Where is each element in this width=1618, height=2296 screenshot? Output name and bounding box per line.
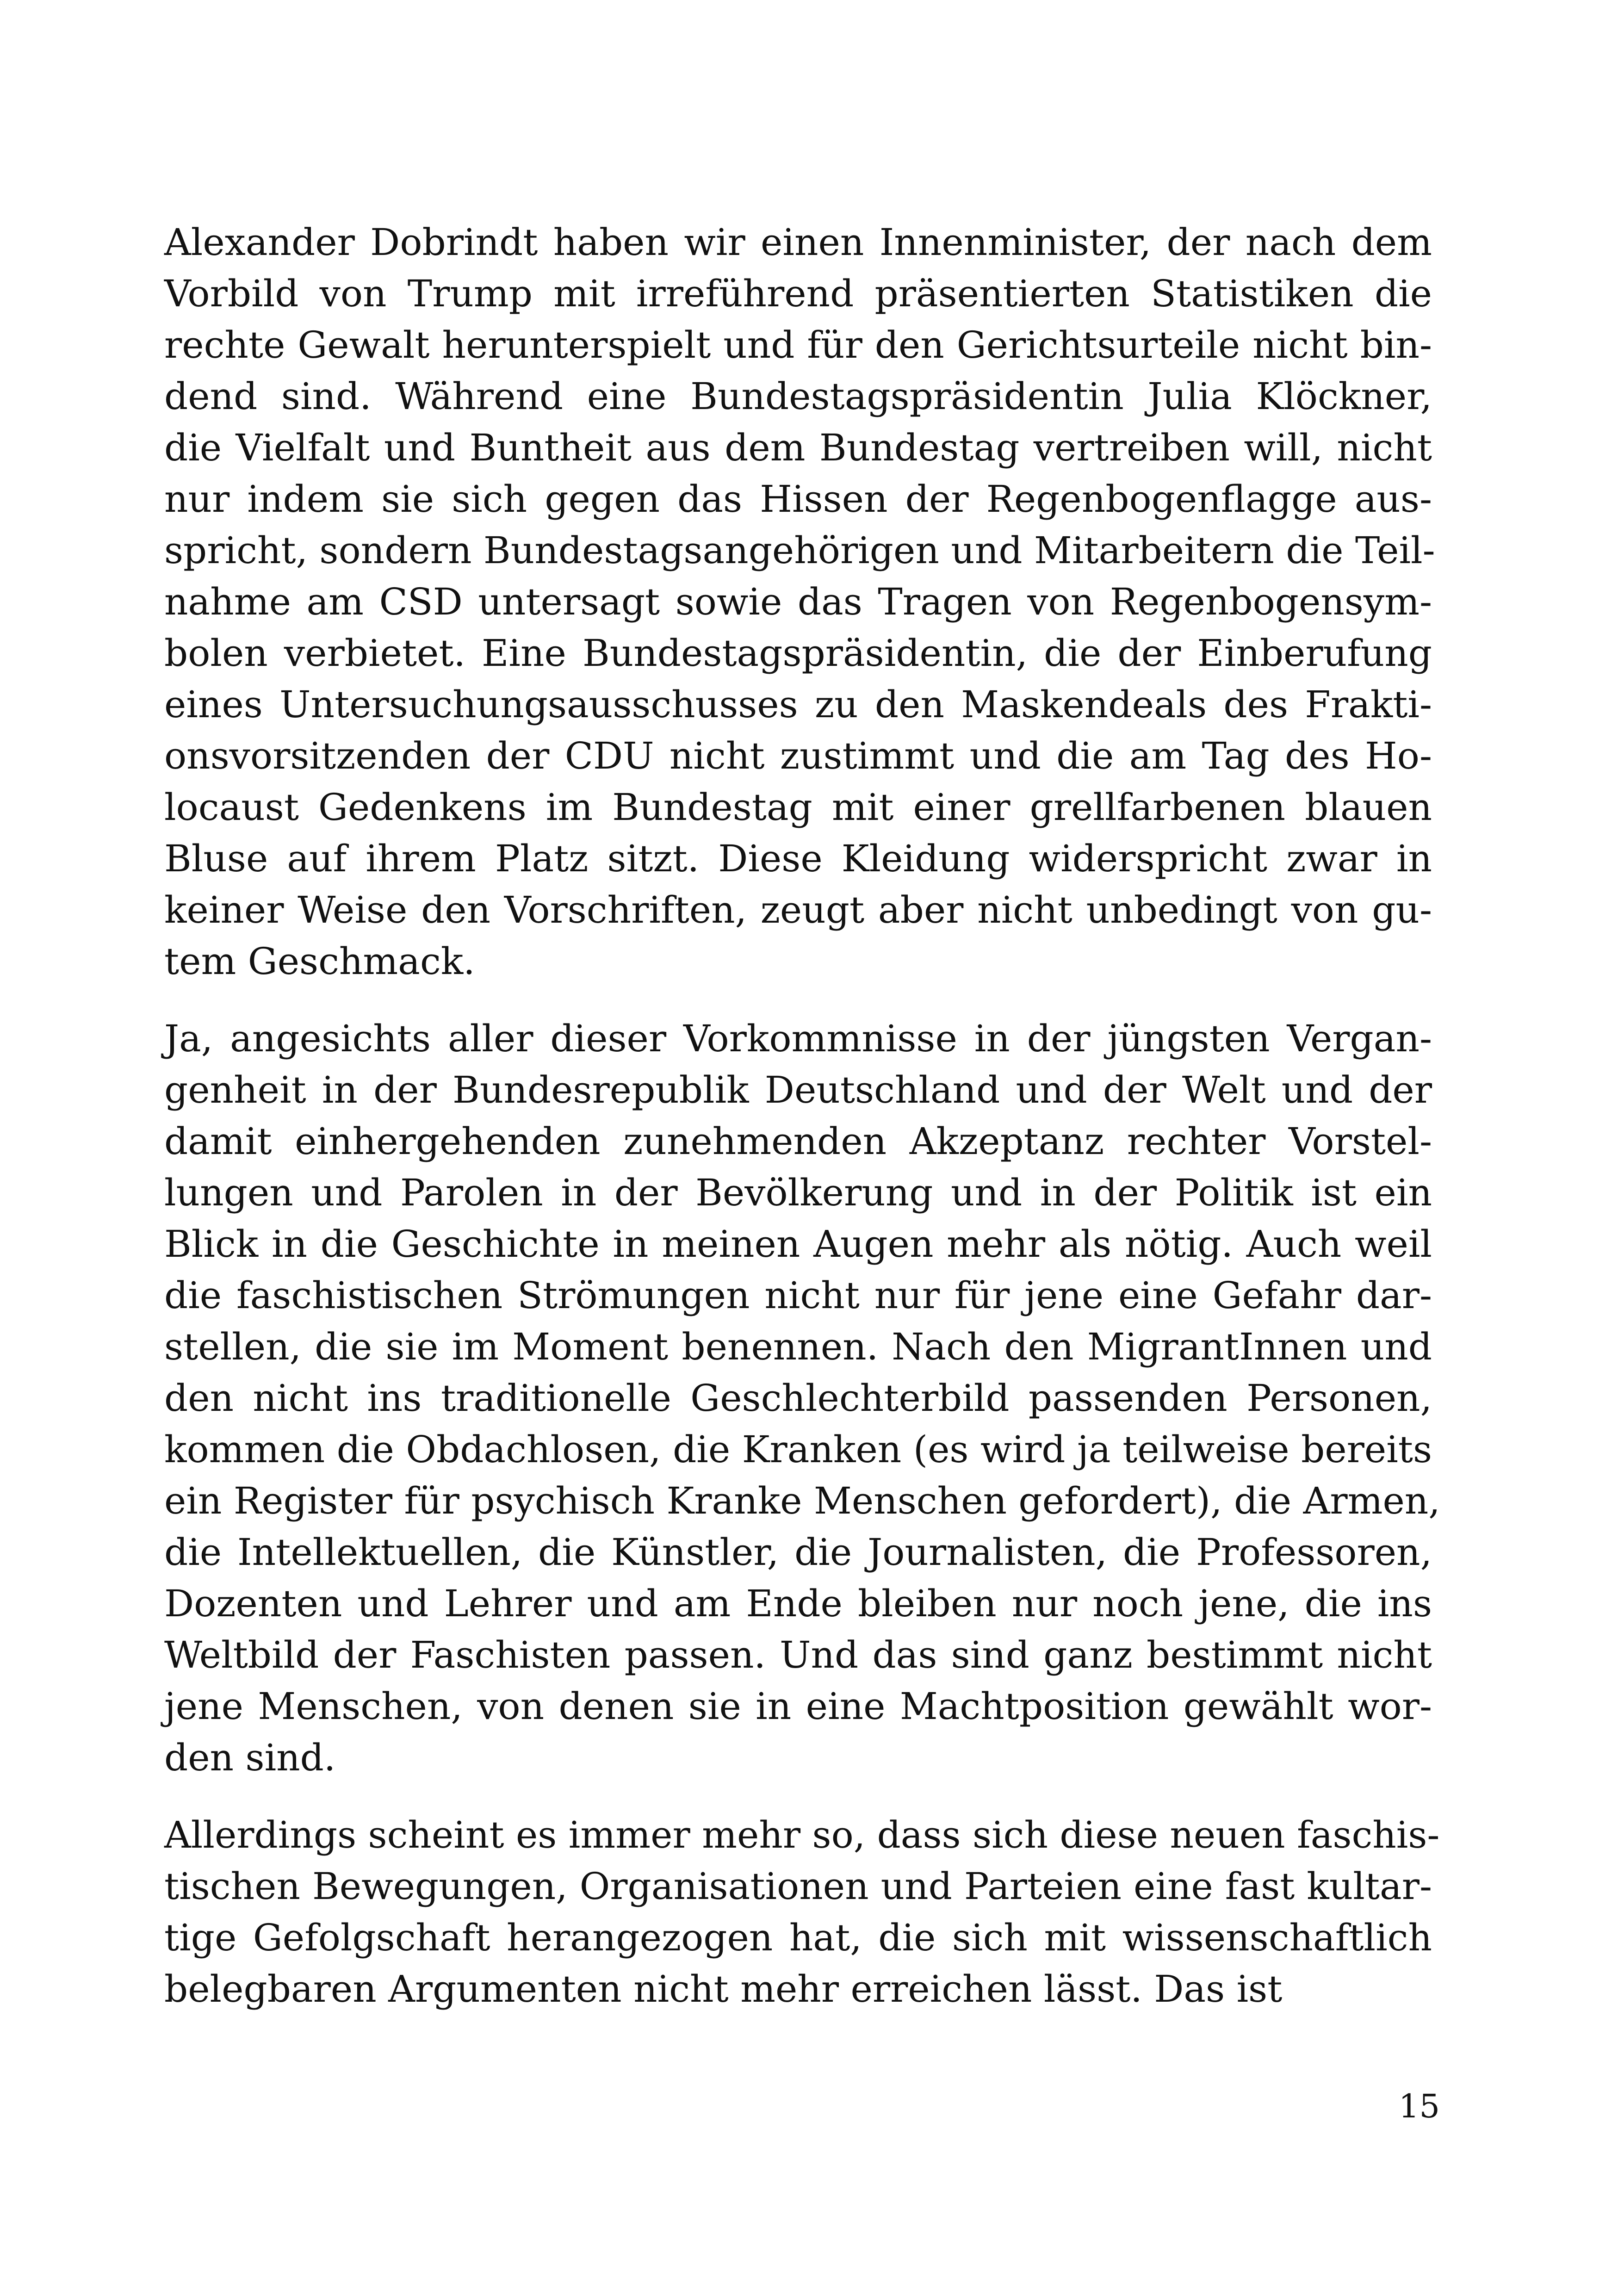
page-number: 15 (1398, 2087, 1440, 2125)
text-line: die Vielfalt und Buntheit aus dem Bundestag vertreiben will, nicht (164, 426, 1432, 469)
text-line: die faschistischen Strömungen nicht nur für jene eine Gefahr dar- (164, 1274, 1432, 1317)
text-line: Bluse auf ihrem Platz sitzt. Diese Kleidung widerspricht zwar in (164, 837, 1432, 880)
text-line: die Intellektuellen, die Künstler, die Journalisten, die Professoren, (164, 1531, 1432, 1574)
paragraph-3 (164, 1809, 1440, 2015)
text-line: spricht, sondern Bundestagsangehörigen und Mitarbeitern die Teil- (164, 529, 1435, 572)
text-line: Dozenten und Lehrer und am Ende bleiben nur noch jene, die ins (164, 1582, 1432, 1625)
text-line: onsvorsitzenden der CDU nicht zustimmt und die am Tag des Ho- (164, 734, 1432, 777)
text-line: tischen Bewegungen, Organisationen und Parteien eine fast kultar- (164, 1865, 1432, 1908)
text-line: Ja, angesichts aller dieser Vorkommnisse in der jüngsten Vergan- (164, 1017, 1432, 1060)
text-line: kommen die Obdachlosen, die Kranken (es wird ja teilweise bereits (164, 1428, 1432, 1471)
body-text (164, 217, 1440, 2015)
text-line: den nicht ins traditionelle Geschlechterbild passenden Personen, (164, 1377, 1432, 1420)
text-line: belegbaren Argumenten nicht mehr erreichen lässt. Das ist (164, 1967, 1283, 2011)
text-line: jene Menschen, von denen sie in eine Machtposition gewählt wor- (164, 1685, 1432, 1728)
text-line: nur indem sie sich gegen das Hissen der Regenbogenflagge aus- (164, 478, 1432, 521)
text-line: tige Gefolgschaft herangezogen hat, die sich mit wissenschaftlich (164, 1916, 1432, 1959)
text-line: nahme am CSD untersagt sowie das Tragen von Regenbogensym- (164, 580, 1432, 623)
text-line: Vorbild von Trump mit irreführend präsentierten Statistiken die (164, 272, 1432, 315)
text-line: Blick in die Geschichte in meinen Augen mehr als nötig. Auch weil (164, 1222, 1432, 1266)
text-line: keiner Weise den Vorschriften, zeugt aber nicht unbedingt von gu- (164, 888, 1432, 931)
text-line: tem Geschmack. (164, 940, 475, 983)
text-line: eines Untersuchungsausschusses zu den Maskendeals des Frakti- (164, 683, 1432, 726)
paragraph-1 (164, 217, 1435, 987)
text-line: genheit in der Bundesrepublik Deutschland und der Welt und der (164, 1068, 1432, 1111)
text-line: locaust Gedenkens im Bundestag mit einer grellfarbenen blauen (164, 786, 1432, 829)
text-line: Alexander Dobrindt haben wir einen Innenminister, der nach dem (164, 221, 1432, 264)
text-line: Weltbild der Faschisten passen. Und das sind ganz bestimmt nicht (164, 1633, 1432, 1676)
text-line: stellen, die sie im Moment benennen. Nach den MigrantInnen und (164, 1325, 1432, 1368)
text-line: rechte Gewalt herunterspielt und für den Gerichtsurteile nicht bin- (164, 323, 1432, 366)
text-line: den sind. (164, 1736, 336, 1779)
text-line: damit einhergehenden zunehmenden Akzeptanz rechter Vorstel- (164, 1120, 1432, 1163)
paragraph-2 (164, 1013, 1440, 1783)
text-line: dend sind. Während eine Bundestagspräsidentin Julia Klöckner, (164, 375, 1432, 418)
text-line: ein Register für psychisch Kranke Menschen gefordert), die Armen, (164, 1479, 1440, 1522)
text-line: Allerdings scheint es immer mehr so, dass sich diese neuen faschis- (164, 1813, 1440, 1856)
text-line: lungen und Parolen in der Bevölkerung und in der Politik ist ein (164, 1171, 1432, 1214)
text-line: bolen verbietet. Eine Bundestagspräsidentin, die der Einberufung (164, 632, 1432, 675)
